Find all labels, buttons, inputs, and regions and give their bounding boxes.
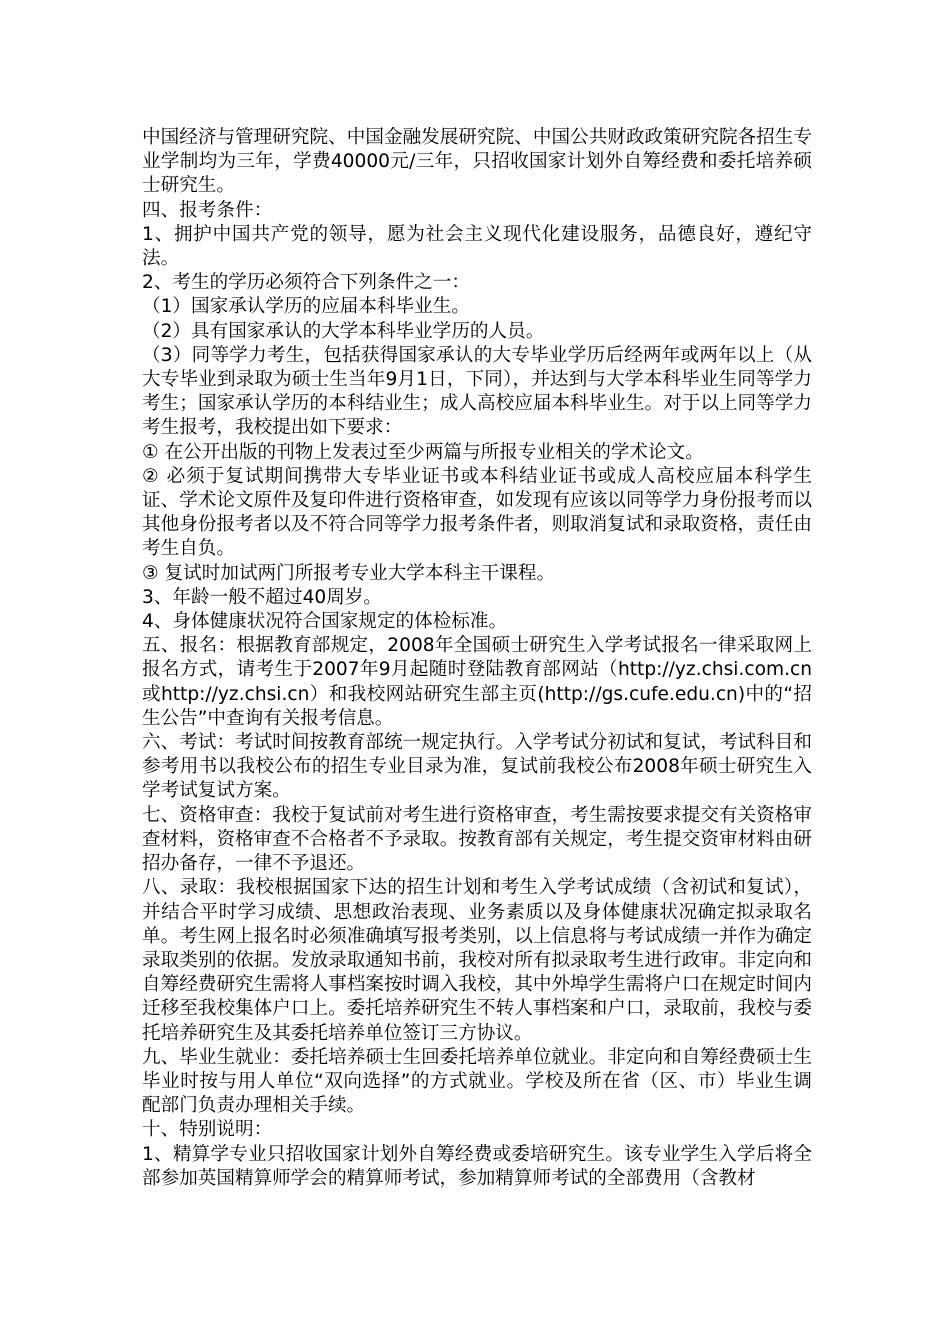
paragraph-tuition: 中国经济与管理研究院、中国金融发展研究院、中国公共财政政策研究院各招生专业学制均为三年，学费40000元/三年，只招收国家计划外自筹经费和委托培养硕士研究生。 [142,127,812,197]
paragraph-requirement-3: ③ 复试时加试两门所报考专业大学本科主干课程。 [142,562,556,584]
paragraph-requirement-1: ① 在公开出版的刊物上发表过至少两篇与所报专业相关的学术论文。 [142,441,704,463]
paragraph-employment: 九、毕业生就业：委托培养硕士生回委托培养单位就业。非定向和自筹经费硕士生毕业时按与用人单位“双向选择”的方式就业。学校及所在省（区、市）毕业生调配部门负责办理相关手续。 [142,1046,812,1117]
paragraph-admission: 八、录取：我校根据国家下达的招生计划和考生入学考试成绩（含初试和复试），并结合平时学习成绩、思想政治表现、业务素质以及身体健康状况确定拟录取名单。考生网上报名时必须准确填写报考类别，以上信息将与考试成绩一并作为确定录取类别的依据。发放录取通知书前，我校对所有拟录取考生进行政审。非定向和自筹经费研究生需将人事档案按时调入我校，其中外埠学生需将户口在规定时间内迁移至我校集体户口上。委托培养研究生不转人事档案和户口，录取前，我校与委托培养研究生及其委托培养单位签订三方协议。 [142,877,812,1044]
paragraph-exam: 六、考试：考试时间按教育部统一规定执行。入学考试分初试和复试，考试科目和参考用书以我校公布的招生专业目录为准，复试前我校公布2008年硕士研究生入学考试复试方案。 [142,732,812,802]
paragraph-condition-2-item-1: （1）国家承认学历的应届本科毕业生。 [142,296,470,318]
paragraph-condition-2-item-3: （3）同等学力考生，包括获得国家承认的大专毕业学历后经两年或两年以上（从大专毕业到录取为硕士生当年9月1日，下同），并达到与大学本科毕业生同等学力考生；国家承认学历的本科结业生；成人高校应届本科毕业生。对于以上同等学力考生报考，我校提出如下要求： [142,344,812,439]
paragraph-condition-3: 3、年龄一般不超过40周岁。 [142,586,383,608]
paragraph-condition-2: 2、考生的学历必须符合下列条件之一： [142,272,470,294]
heading-eligibility: 四、报考条件： [142,199,273,221]
paragraph-registration: 五、报名：根据教育部规定，2008年全国硕士研究生入学考试报名一律采取网上报名方式，请考生于2007年9月起随时登陆教育部网站（http://yz.chsi.com.cn或http://yz.chsi.cn）和我校网站研究生部主页(http://gs.cufe.edu.cn)中的“招生公告”中查询有关报考信息。 [142,635,812,729]
paragraph-condition-1: 1、拥护中国共产党的领导，愿为社会主义现代化建设服务，品德良好，遵纪守法。 [142,223,812,270]
paragraph-special-note-1: 1、精算学专业只招收国家计划外自筹经费或委培研究生。该专业学生入学后将全部参加英国精算师学会的精算师考试，参加精算师考试的全部费用（含教材 [142,1143,812,1189]
document-page [142,126,812,1191]
heading-special-notes: 十、特别说明： [142,1119,273,1141]
paragraph-condition-2-item-2: （2）具有国家承认的大学本科毕业学历的人员。 [142,320,545,342]
paragraph-qualification-review: 七、资格审查：我校于复试前对考生进行资格审查，考生需按要求提交有关资格审查材料，资格审查不合格者不予录取。按教育部有关规定，考生提交资审材料由研招办备存，一律不予退还。 [142,804,812,875]
paragraph-condition-4: 4、身体健康状况符合国家规定的体检标准。 [142,611,508,633]
paragraph-requirement-2: ② 必须于复试期间携带大专毕业证书或本科结业证书或成人高校应届本科学生证、学术论文原件及复印件进行资格审查，如发现有应该以同等学力身份报考而以其他身份报考者以及不符合同等学力报考条件者，则取消复试和录取资格，责任由考生自负。 [142,465,812,560]
